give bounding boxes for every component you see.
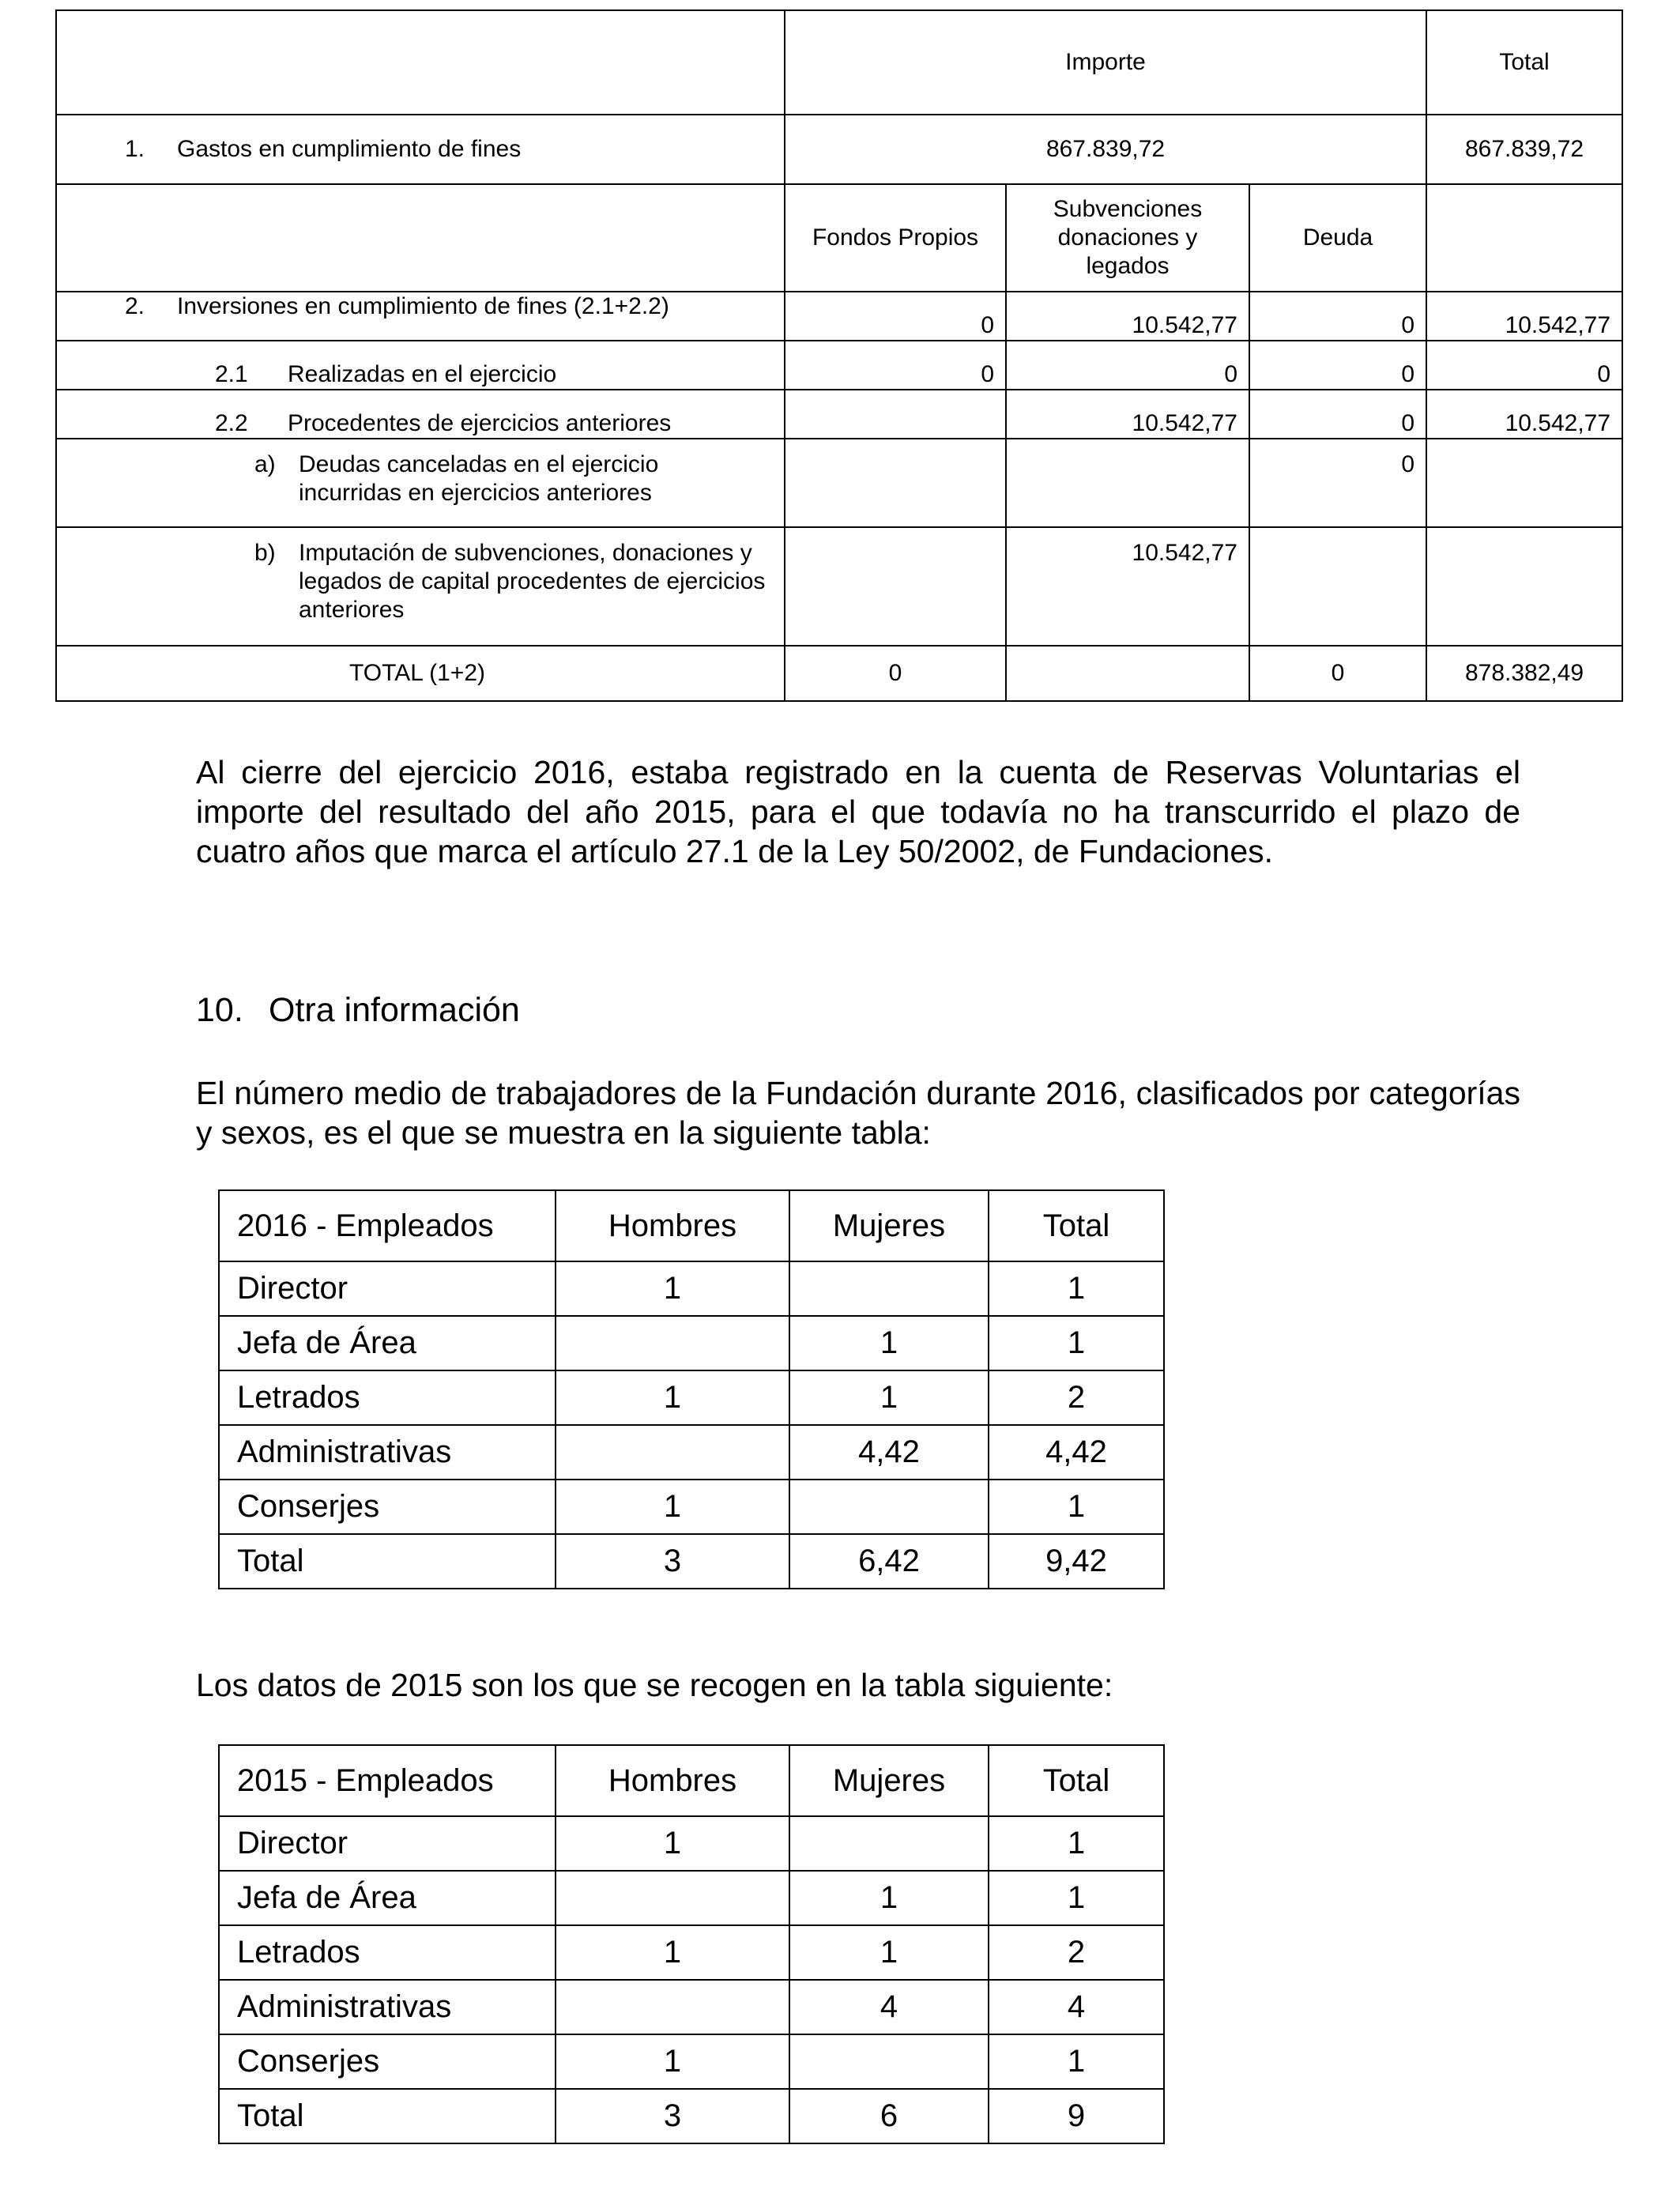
row-hombres: 1 bbox=[556, 1370, 789, 1425]
row-total: 4,42 bbox=[989, 1425, 1164, 1480]
employees-2015-table bbox=[218, 1744, 1165, 2144]
row-total: 1 bbox=[989, 1480, 1164, 1534]
imputacion-subvenciones: 10.542,77 bbox=[1006, 527, 1249, 646]
row-hombres bbox=[556, 1316, 789, 1370]
deudas-deuda: 0 bbox=[1249, 439, 1426, 527]
realizadas-deuda: 0 bbox=[1249, 341, 1426, 390]
table-row-gastos bbox=[56, 115, 1622, 184]
row-mujeres bbox=[789, 1816, 989, 1871]
total-total: 878.382,49 bbox=[1426, 646, 1622, 701]
row-mujeres: 6,42 bbox=[789, 1534, 989, 1589]
row-category: Director bbox=[219, 1261, 556, 1316]
row-mujeres: 1 bbox=[789, 1871, 989, 1925]
table-row bbox=[219, 1871, 1164, 1925]
row-hombres: 3 bbox=[556, 1534, 789, 1589]
row-mujeres bbox=[789, 2034, 989, 2089]
subheader-subvenciones: Subvenciones donaciones y legados bbox=[1006, 184, 1249, 292]
row-hombres: 1 bbox=[556, 2034, 789, 2089]
row-total: 4 bbox=[989, 1980, 1164, 2034]
row-total: 1 bbox=[989, 1816, 1164, 1871]
row-total: 1 bbox=[989, 2034, 1164, 2089]
row-category: Letrados bbox=[219, 1370, 556, 1425]
imputacion-deuda bbox=[1249, 527, 1426, 646]
table-row bbox=[219, 1925, 1164, 1980]
deudas-fondos bbox=[785, 439, 1006, 527]
subheader-fondos-propios: Fondos Propios bbox=[785, 184, 1006, 292]
header-empty-cell bbox=[56, 10, 785, 115]
table-row-total bbox=[219, 1534, 1164, 1589]
row-mujeres: 1 bbox=[789, 1370, 989, 1425]
row-category: Total bbox=[219, 2089, 556, 2143]
header-total: Total bbox=[1426, 10, 1622, 115]
header-total: Total bbox=[989, 1745, 1164, 1816]
deudas-label-cell: a) Deudas canceladas en el ejercicio incurridas en ejercicios anteriores bbox=[56, 439, 785, 527]
table-row bbox=[219, 1980, 1164, 2034]
header-category: 2015 - Empleados bbox=[219, 1745, 556, 1816]
application-of-resources-table bbox=[55, 9, 1623, 702]
subheader-empty-cell bbox=[56, 184, 785, 292]
table-row bbox=[219, 1316, 1164, 1370]
data-2015-paragraph: Los datos de 2015 son los que se recogen en la tabla siguiente: bbox=[196, 1667, 1113, 1703]
subheader-total-empty bbox=[1426, 184, 1622, 292]
total-fondos: 0 bbox=[785, 646, 1006, 701]
table-subheader-row bbox=[56, 184, 1622, 292]
table-row bbox=[219, 1261, 1164, 1316]
header-mujeres: Mujeres bbox=[789, 1745, 989, 1816]
row-mujeres: 4,42 bbox=[789, 1425, 989, 1480]
section-heading bbox=[196, 991, 520, 1030]
total-deuda: 0 bbox=[1249, 646, 1426, 701]
row-category: Conserjes bbox=[219, 2034, 556, 2089]
realizadas-fondos: 0 bbox=[785, 341, 1006, 390]
row-total: 2 bbox=[989, 1370, 1164, 1425]
row-hombres: 3 bbox=[556, 2089, 789, 2143]
row-total: 1 bbox=[989, 1261, 1164, 1316]
row-category: Letrados bbox=[219, 1925, 556, 1980]
deudas-total bbox=[1426, 439, 1622, 527]
realizadas-total: 0 bbox=[1426, 341, 1622, 390]
gastos-importe: 867.839,72 bbox=[785, 115, 1426, 184]
gastos-total: 867.839,72 bbox=[1426, 115, 1622, 184]
table-header-row bbox=[56, 10, 1622, 115]
procedentes-fondos bbox=[785, 390, 1006, 439]
row-hombres: 1 bbox=[556, 1261, 789, 1316]
row-total: 9 bbox=[989, 2089, 1164, 2143]
table-row-realizadas bbox=[56, 341, 1622, 390]
row-hombres: 1 bbox=[556, 1816, 789, 1871]
subheader-deuda: Deuda bbox=[1249, 184, 1426, 292]
inversiones-deuda: 0 bbox=[1249, 292, 1426, 341]
row-hombres: 1 bbox=[556, 1480, 789, 1534]
table-row-imputacion bbox=[56, 527, 1622, 646]
row-category: Administrativas bbox=[219, 1980, 556, 2034]
table-row-total bbox=[219, 2089, 1164, 2143]
row-mujeres: 1 bbox=[789, 1925, 989, 1980]
procedentes-total: 10.542,77 bbox=[1426, 390, 1622, 439]
header-total: Total bbox=[989, 1190, 1164, 1261]
procedentes-label-cell: 2.2 Procedentes de ejercicios anteriores bbox=[56, 390, 785, 439]
table-row-inversiones bbox=[56, 292, 1622, 341]
row-category: Jefa de Área bbox=[219, 1316, 556, 1370]
employees-intro-paragraph: El número medio de trabajadores de la Fundación durante 2016, clasificados por categorías y sexos, es el que se muestra en la siguiente tabla: bbox=[196, 1075, 1520, 1151]
inversiones-total: 10.542,77 bbox=[1426, 292, 1622, 341]
row-mujeres: 1 bbox=[789, 1316, 989, 1370]
inversiones-label-cell: 2. Inversiones en cumplimiento de fines (2.1+2.2) bbox=[56, 292, 785, 341]
header-importe: Importe bbox=[785, 10, 1426, 115]
realizadas-subvenciones: 0 bbox=[1006, 341, 1249, 390]
row-mujeres: 4 bbox=[789, 1980, 989, 2034]
section-number: 10. bbox=[196, 991, 243, 1029]
table-row-total bbox=[56, 646, 1622, 701]
row-category: Jefa de Área bbox=[219, 1871, 556, 1925]
table-row bbox=[219, 1480, 1164, 1534]
table-row bbox=[219, 1370, 1164, 1425]
row-category: Administrativas bbox=[219, 1425, 556, 1480]
row-category: Total bbox=[219, 1534, 556, 1589]
row-category: Director bbox=[219, 1816, 556, 1871]
row-mujeres: 6 bbox=[789, 2089, 989, 2143]
row-total: 1 bbox=[989, 1871, 1164, 1925]
header-hombres: Hombres bbox=[556, 1190, 789, 1261]
inversiones-subvenciones: 10.542,77 bbox=[1006, 292, 1249, 341]
total-label-cell: TOTAL (1+2) bbox=[56, 646, 785, 701]
header-mujeres: Mujeres bbox=[789, 1190, 989, 1261]
row-total: 2 bbox=[989, 1925, 1164, 1980]
procedentes-subvenciones: 10.542,77 bbox=[1006, 390, 1249, 439]
table-header-row bbox=[219, 1190, 1164, 1261]
table-row bbox=[219, 1816, 1164, 1871]
imputacion-total bbox=[1426, 527, 1622, 646]
row-mujeres bbox=[789, 1261, 989, 1316]
section-title: Otra información bbox=[269, 991, 520, 1029]
imputacion-fondos bbox=[785, 527, 1006, 646]
gastos-label-cell: 1. Gastos en cumplimiento de fines bbox=[56, 115, 785, 184]
realizadas-label-cell: 2.1 Realizadas en el ejercicio bbox=[56, 341, 785, 390]
inversiones-fondos: 0 bbox=[785, 292, 1006, 341]
imputacion-label-cell: b) Imputación de subvenciones, donaciones y legados de capital procedentes de ejercicios anteriores bbox=[56, 527, 785, 646]
row-hombres bbox=[556, 1980, 789, 2034]
row-hombres bbox=[556, 1871, 789, 1925]
row-total: 9,42 bbox=[989, 1534, 1164, 1589]
procedentes-deuda: 0 bbox=[1249, 390, 1426, 439]
row-category: Conserjes bbox=[219, 1480, 556, 1534]
row-hombres: 1 bbox=[556, 1925, 789, 1980]
header-category: 2016 - Empleados bbox=[219, 1190, 556, 1261]
header-hombres: Hombres bbox=[556, 1745, 789, 1816]
row-mujeres bbox=[789, 1480, 989, 1534]
table-row bbox=[219, 2034, 1164, 2089]
employees-2016-table bbox=[218, 1189, 1165, 1589]
deudas-subvenciones bbox=[1006, 439, 1249, 527]
row-hombres bbox=[556, 1425, 789, 1480]
table-row bbox=[219, 1425, 1164, 1480]
total-subvenciones bbox=[1006, 646, 1249, 701]
table-row-procedentes bbox=[56, 390, 1622, 439]
table-header-row bbox=[219, 1745, 1164, 1816]
reservas-paragraph: Al cierre del ejercicio 2016, estaba registrado en la cuenta de Reservas Voluntarias el importe del resultado del año 2015, para el que todavía no ha transcurrido el plazo de cuatro años que marca el artículo 27.1 de la Ley 50/2002, de Fundaciones. bbox=[196, 754, 1520, 869]
row-total: 1 bbox=[989, 1316, 1164, 1370]
table-row-deudas-canceladas bbox=[56, 439, 1622, 527]
